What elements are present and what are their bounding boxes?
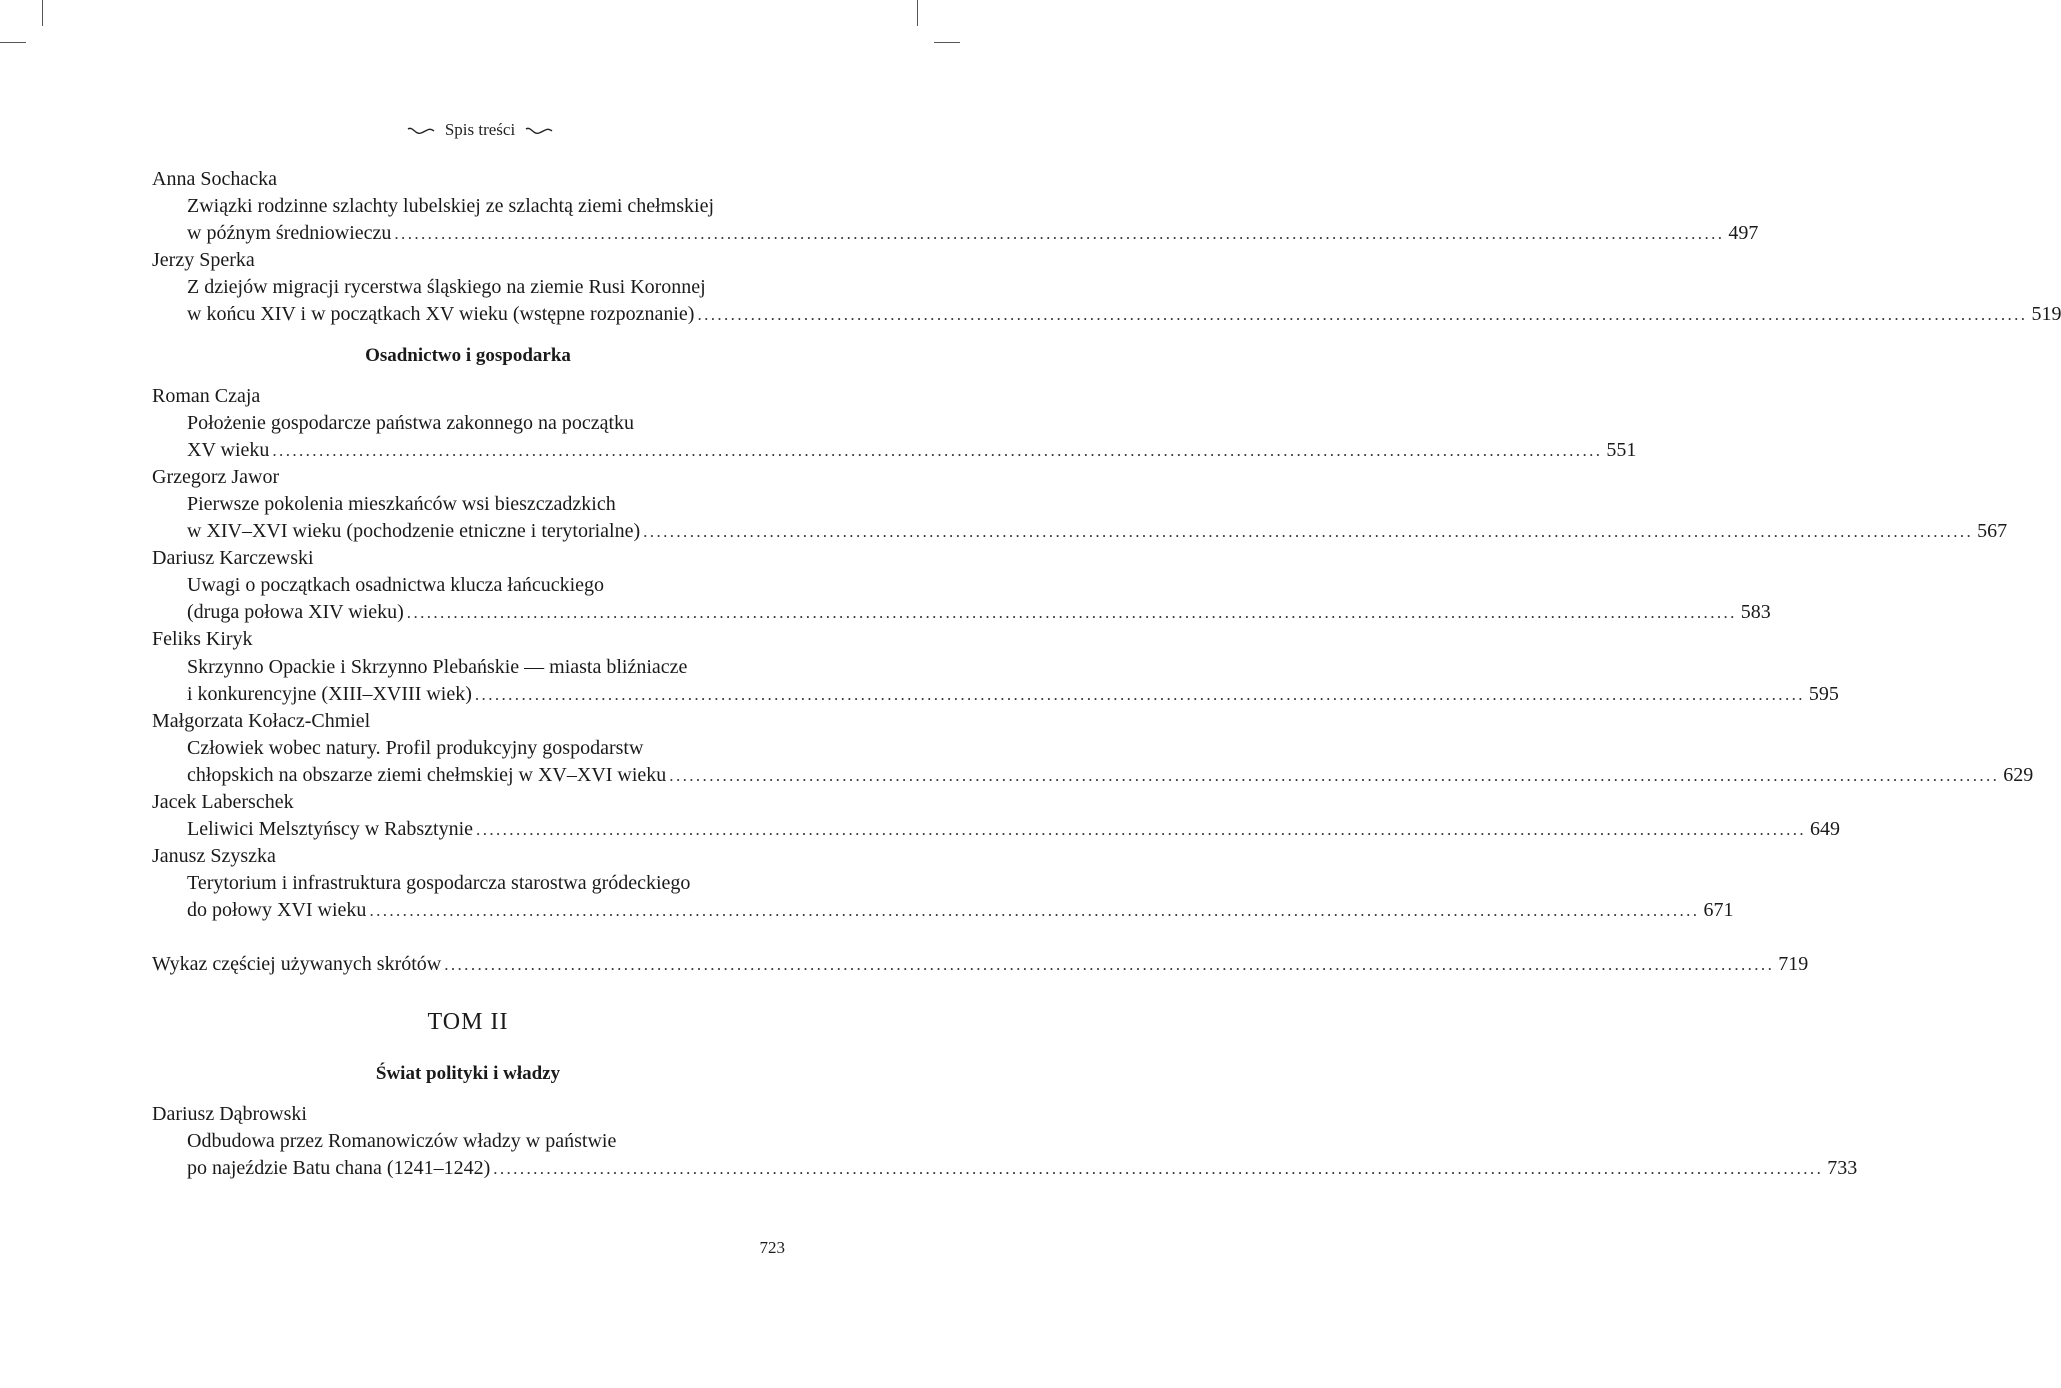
table-of-contents	[152, 166, 2061, 1182]
crop-mark-tr-v	[917, 0, 918, 26]
toc-author: Małgorzata Kołacz-Chmiel	[152, 709, 371, 732]
volume-title: TOM II	[427, 1008, 509, 1035]
toc-entry-page: 595	[1808, 682, 1839, 705]
toc-entry-title: w późnym średniowieczu	[187, 222, 392, 245]
leader-dots: ........................................................................................................................................................................................................	[474, 684, 1805, 704]
toc-author: Roman Czaja	[152, 384, 261, 407]
leader-dots: ........................................................................................................................................................................................................	[272, 440, 1603, 460]
toc-title-line	[152, 437, 1637, 464]
leader-dots: ........................................................................................................................................................................................................	[493, 1158, 1824, 1178]
toc-title-line: Człowiek wobec natury. Profil produkcyjny gospodarstw	[187, 736, 644, 759]
toc-entry-title: w XIV–XVI wieku (pochodzenie etniczne i terytorialne)	[187, 520, 641, 543]
toc-title-line	[152, 816, 1841, 843]
toc-entry-title: po najeździe Batu chana (1241–1242)	[187, 1156, 491, 1179]
toc-title-line	[152, 220, 1759, 247]
toc-entry[interactable]	[152, 708, 2034, 789]
toc-author: Janusz Szyszka	[152, 845, 276, 868]
crop-mark-tl-h	[0, 42, 26, 43]
toc-author: Anna Sochacka	[152, 168, 277, 190]
toc-title-line	[152, 518, 2008, 545]
toc-title-line: Odbudowa przez Romanowiczów władzy w państwie	[187, 1129, 617, 1152]
leader-dots: ........................................................................................................................................................................................................	[444, 955, 1775, 975]
toc-title-line: Skrzynno Opackie i Skrzynno Plebańskie — miasta bliźniacze	[187, 655, 688, 678]
toc-entry-title: w końcu XIV i w początkach XV wieku (wstępne rozpoznanie)	[187, 303, 695, 326]
toc-group-b	[152, 383, 2034, 925]
toc-entry-page: 519	[2031, 303, 2061, 326]
toc-title-line	[152, 599, 1771, 626]
toc-entry-page: 719	[1778, 953, 1809, 976]
toc-entry-page: 497	[1728, 222, 1759, 245]
toc-title-line: Związki rodzinne szlachty lubelskiej ze szlachtą ziemi chełmskiej	[187, 195, 715, 218]
leader-dots: ........................................................................................................................................................................................................	[369, 901, 1700, 921]
toc-title-line: Pierwsze pokolenia mieszkańców wsi bieszczadzkich	[187, 492, 616, 515]
toc-entry[interactable]	[152, 789, 1841, 843]
toc-entry-title: (druga połowa XIV wieku)	[187, 601, 404, 624]
leader-dots: ........................................................................................................................................................................................................	[394, 224, 1725, 244]
running-header	[0, 120, 960, 140]
toc-title-line: Uwagi o początkach osadnictwa klucza łańcuckiego	[187, 574, 605, 597]
toc-entry[interactable]	[152, 545, 1771, 626]
leader-dots: ........................................................................................................................................................................................................	[406, 603, 1737, 623]
toc-entry[interactable]	[152, 1101, 1858, 1182]
toc-entry-title: do połowy XVI wieku	[187, 899, 367, 922]
swash-ornament-left-icon	[407, 125, 435, 137]
toc-entry[interactable]	[152, 247, 2061, 328]
toc-entry-title: Wykaz częściej używanych skrótów	[152, 953, 442, 976]
toc-entry[interactable]	[152, 843, 1734, 924]
toc-entry[interactable]	[152, 464, 2008, 545]
page-number: 723	[759, 1238, 785, 1257]
toc-entry-page: 567	[1977, 520, 2008, 543]
toc-entry[interactable]	[152, 166, 1759, 247]
leader-dots: ........................................................................................................................................................................................................	[643, 522, 1974, 542]
toc-author: Dariusz Karczewski	[152, 547, 314, 570]
toc-title-line: Terytorium i infrastruktura gospodarcza starostwa gródeckiego	[187, 872, 691, 895]
toc-author: Feliks Kiryk	[152, 628, 253, 651]
toc-entry-title: Leliwici Melsztyńscy w Rabsztynie	[187, 818, 474, 841]
toc-title-line	[152, 681, 1839, 708]
toc-entry-page: 551	[1606, 438, 1637, 461]
swash-ornament-right-icon	[525, 125, 553, 137]
toc-entry[interactable]	[152, 383, 1637, 464]
toc-entry-title: chłopskich na obszarze ziemi chełmskiej w XV–XVI wieku	[187, 763, 667, 786]
crop-mark-tr-h	[934, 42, 960, 43]
leader-dots: ........................................................................................................................................................................................................	[669, 765, 2000, 785]
toc-entry-page: 629	[2003, 763, 2034, 786]
toc-entry-page: 671	[1703, 899, 1734, 922]
toc-entry-page: 649	[1810, 818, 1841, 841]
section-title-osadnictwo: Osadnictwo i gospodarka	[365, 344, 571, 366]
toc-group-c	[152, 1101, 1858, 1182]
section-title-swiat-polityki: Świat polityki i władzy	[375, 1062, 561, 1084]
toc-author: Grzegorz Jawor	[152, 465, 280, 488]
toc-group-a	[152, 166, 2061, 329]
toc-author: Dariusz Dąbrowski	[152, 1102, 307, 1125]
toc-entry-title: XV wieku	[187, 438, 270, 461]
toc-entry[interactable]	[152, 626, 1839, 707]
toc-title-line	[152, 897, 1734, 924]
leader-dots: ........................................................................................................................................................................................................	[697, 305, 2028, 325]
toc-abbrev-entry[interactable]	[152, 951, 1809, 978]
toc-author: Jacek Laberschek	[152, 790, 294, 813]
toc-title-line: Z dziejów migracji rycerstwa śląskiego na ziemie Rusi Koronnej	[187, 276, 706, 299]
toc-entry-page: 583	[1740, 601, 1771, 624]
toc-author: Jerzy Sperka	[152, 249, 255, 272]
toc-title-line	[152, 1155, 1858, 1182]
toc-title-line: Położenie gospodarcze państwa zakonnego na początku	[187, 411, 635, 434]
toc-title-line	[152, 762, 2034, 789]
running-header-title: Spis treści	[444, 120, 516, 139]
toc-entry-page: 733	[1827, 1156, 1858, 1179]
leader-dots: ........................................................................................................................................................................................................	[476, 820, 1807, 840]
toc-entry-title: i konkurencyjne (XIII–XVIII wiek)	[187, 682, 472, 705]
toc-title-line	[152, 301, 2061, 328]
crop-mark-tl-v	[42, 0, 43, 26]
